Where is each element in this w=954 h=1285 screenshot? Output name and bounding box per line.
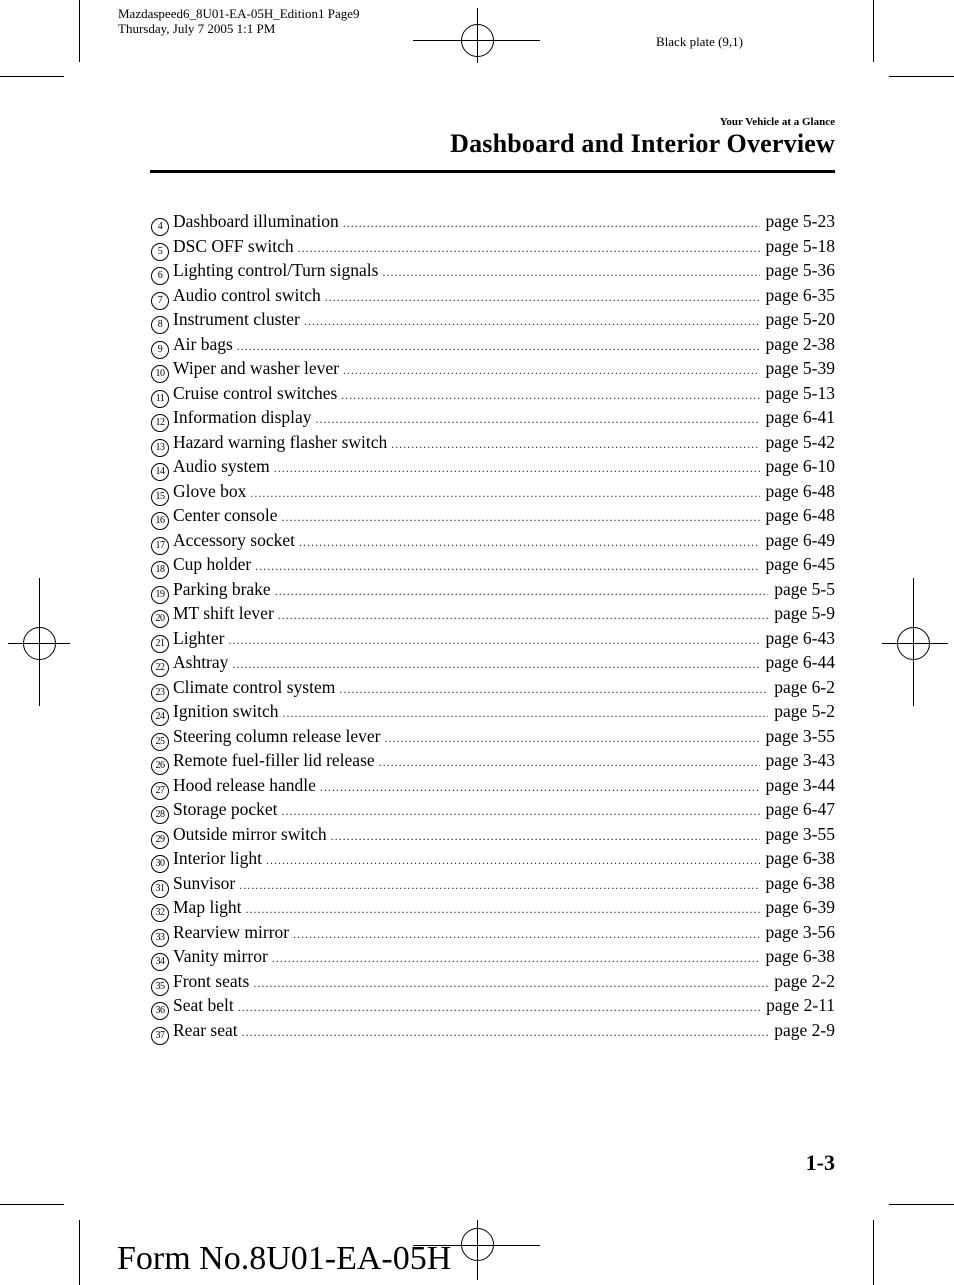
item-number-badge: 19 (151, 586, 169, 604)
toc-item-label: Rearview mirror (173, 921, 290, 942)
dot-leader (382, 260, 759, 285)
toc-item (151, 503, 835, 528)
toc-item-page: page 2-11 (766, 995, 835, 1015)
toc-item-page: page 6-35 (765, 284, 835, 305)
toc-item (151, 650, 835, 675)
item-number-badge: 4 (151, 218, 169, 236)
toc-item-page: page 5-20 (765, 309, 835, 329)
toc-item (151, 356, 835, 381)
item-number-badge: 13 (151, 439, 169, 457)
toc-item-page: page 6-38 (765, 872, 835, 893)
item-number-badge: 26 (151, 757, 169, 775)
dot-leader (282, 701, 768, 726)
dot-leader (242, 1020, 769, 1045)
toc-item (151, 430, 835, 455)
item-number-badge: 14 (151, 463, 169, 481)
item-number-badge: 22 (151, 659, 169, 677)
toc-item (151, 846, 835, 871)
toc-item-label: Seat belt (173, 995, 234, 1015)
toc-item (151, 822, 835, 847)
dot-leader (341, 383, 759, 408)
dot-leader (272, 946, 760, 971)
toc-item-label: DSC OFF switch (173, 235, 294, 256)
toc-item-label: Hazard warning flasher switch (173, 431, 388, 452)
item-number-badge: 23 (151, 684, 169, 702)
toc-item-label: Glove box (173, 480, 247, 501)
item-number-badge: 20 (151, 610, 169, 628)
toc-item-page: page 3-55 (765, 725, 835, 746)
toc-item (151, 258, 835, 283)
toc-item-label: Lighting control/Turn signals (173, 260, 379, 280)
toc-item-label: Sunvisor (173, 872, 236, 893)
dot-leader (331, 824, 760, 849)
toc-item-page: page 3-55 (765, 823, 835, 844)
item-number-badge: 11 (151, 390, 169, 408)
toc-item (151, 871, 835, 896)
toc-item (151, 577, 835, 602)
toc-item (151, 405, 835, 430)
toc-item (151, 381, 835, 406)
item-number-badge: 24 (151, 708, 169, 726)
toc-item (151, 773, 835, 798)
toc-item-page: page 5-18 (765, 235, 835, 256)
item-number-badge: 8 (151, 316, 169, 334)
toc-item-page: page 6-44 (765, 652, 835, 672)
toc-item-page: page 6-48 (765, 480, 835, 501)
dot-leader (343, 358, 760, 383)
toc-item (151, 234, 835, 259)
toc-item-page: page 6-38 (765, 848, 835, 868)
toc-item-page: page 2-38 (765, 333, 835, 354)
item-number-badge: 29 (151, 831, 169, 849)
toc-item-page: page 5-9 (774, 603, 835, 623)
toc-item (151, 748, 835, 773)
toc-item-label: Audio system (173, 456, 270, 476)
toc-item-page: page 6-47 (765, 799, 835, 819)
item-number-badge: 5 (151, 243, 169, 261)
dot-leader (339, 677, 768, 702)
toc-item-label: Outside mirror switch (173, 823, 327, 844)
toc-item-label: Parking brake (173, 578, 271, 599)
toc-item-label: Hood release handle (173, 774, 316, 795)
item-number-badge: 35 (151, 978, 169, 996)
dot-leader (237, 334, 760, 359)
dot-leader (293, 922, 759, 947)
form-number: Form No.8U01-EA-05H (117, 1240, 452, 1277)
toc-item-label: Audio control switch (173, 284, 321, 305)
toc-item (151, 307, 835, 332)
item-number-badge: 9 (151, 341, 169, 359)
toc-item-label: Rear seat (173, 1019, 238, 1040)
toc-item (151, 724, 835, 749)
toc-item (151, 528, 835, 553)
toc-item-label: Wiper and washer lever (173, 358, 339, 378)
dot-leader (281, 505, 759, 530)
toc-item-label: Accessory socket (173, 529, 295, 550)
toc-item-label: Ashtray (173, 652, 229, 672)
toc-item (151, 993, 835, 1018)
item-number-badge: 7 (151, 292, 169, 310)
page-number: 1-3 (805, 1150, 835, 1175)
toc-item (151, 944, 835, 969)
toc-list (151, 209, 835, 1042)
dot-leader (298, 236, 760, 261)
toc-item-page: page 5-2 (774, 701, 835, 721)
dot-leader (379, 750, 760, 775)
item-number-badge: 17 (151, 537, 169, 555)
dot-leader (281, 799, 759, 824)
item-number-badge: 21 (151, 635, 169, 653)
toc-item (151, 675, 835, 700)
toc-item-label: Storage pocket (173, 799, 278, 819)
toc-item (151, 209, 835, 234)
dot-leader (255, 554, 759, 579)
title-rule (150, 170, 835, 173)
toc-item-page: page 3-43 (765, 750, 835, 770)
toc-item-label: Lighter (173, 627, 225, 648)
dot-leader (239, 873, 759, 898)
toc-item-page: page 5-42 (765, 431, 835, 452)
toc-item-page: page 5-39 (765, 358, 835, 378)
toc-item-page: page 3-56 (765, 921, 835, 942)
toc-item (151, 699, 835, 724)
toc-item-page: page 5-13 (765, 382, 835, 403)
toc-item-label: Cup holder (173, 554, 252, 574)
dot-leader (299, 530, 760, 555)
toc-item-label: Ignition switch (173, 701, 279, 721)
toc-item (151, 626, 835, 651)
item-number-badge: 18 (151, 561, 169, 579)
item-number-badge: 27 (151, 782, 169, 800)
dot-leader (253, 971, 768, 996)
toc-item (151, 479, 835, 504)
dot-leader (246, 897, 760, 922)
toc-item-page: page 6-43 (765, 627, 835, 648)
dot-leader (391, 432, 759, 457)
toc-item-page: page 6-2 (774, 676, 835, 697)
print-meta-date: Thursday, July 7 2005 1:1 PM (118, 21, 276, 36)
item-number-badge: 10 (151, 365, 169, 383)
toc-item (151, 1018, 835, 1043)
toc-item-label: Air bags (173, 333, 233, 354)
toc-item-label: Climate control system (173, 676, 336, 697)
toc-item (151, 332, 835, 357)
toc-item-label: Center console (173, 505, 278, 525)
toc-item-label: Remote fuel-filler lid release (173, 750, 375, 770)
toc-item-page: page 6-49 (765, 529, 835, 550)
item-number-badge: 37 (151, 1027, 169, 1045)
dot-leader (266, 848, 760, 873)
toc-item-label: Instrument cluster (173, 309, 300, 329)
item-number-badge: 34 (151, 953, 169, 971)
dot-leader (343, 211, 760, 236)
dot-leader (238, 995, 760, 1020)
toc-item-page: page 6-48 (765, 505, 835, 525)
dot-leader (316, 407, 760, 432)
item-number-badge: 28 (151, 806, 169, 824)
print-metadata (118, 6, 360, 36)
dot-leader (250, 481, 759, 506)
dot-leader (320, 775, 760, 800)
toc-item (151, 454, 835, 479)
item-number-badge: 15 (151, 488, 169, 506)
plate-label: Black plate (9,1) (656, 34, 743, 49)
dot-leader (325, 285, 760, 310)
toc-item-page: page 5-36 (765, 260, 835, 280)
dot-leader (229, 628, 760, 653)
toc-item (151, 552, 835, 577)
item-number-badge: 36 (151, 1002, 169, 1020)
section-label: Your Vehicle at a Glance (719, 116, 835, 128)
toc-item-label: Information display (173, 407, 312, 427)
dot-leader (304, 309, 760, 334)
item-number-badge: 32 (151, 904, 169, 922)
item-number-badge: 12 (151, 414, 169, 432)
toc-item-page: page 2-2 (774, 970, 835, 991)
toc-item-label: Cruise control switches (173, 382, 338, 403)
toc-item-label: Interior light (173, 848, 262, 868)
toc-item (151, 601, 835, 626)
dot-leader (275, 579, 769, 604)
toc-item (151, 797, 835, 822)
toc-item-label: Vanity mirror (173, 946, 268, 966)
dot-leader (278, 603, 768, 628)
dot-leader (232, 652, 759, 677)
toc-item (151, 920, 835, 945)
print-meta-file: Mazdaspeed6_8U01-EA-05H_Edition1 Page9 (118, 6, 360, 21)
dot-leader (384, 726, 759, 751)
toc-item (151, 283, 835, 308)
toc-item-label: MT shift lever (173, 603, 274, 623)
dot-leader (274, 456, 760, 481)
item-number-badge: 30 (151, 855, 169, 873)
toc-item-page: page 6-10 (765, 456, 835, 476)
toc-item-page: page 6-41 (765, 407, 835, 427)
item-number-badge: 16 (151, 512, 169, 530)
toc-item-page: page 5-23 (765, 211, 835, 231)
toc-item (151, 969, 835, 994)
item-number-badge: 31 (151, 880, 169, 898)
toc-item-label: Map light (173, 897, 242, 917)
toc-item-page: page 2-9 (774, 1019, 835, 1040)
toc-item-page: page 6-39 (765, 897, 835, 917)
toc-item-page: page 3-44 (765, 774, 835, 795)
toc-item-page: page 6-38 (765, 946, 835, 966)
item-number-badge: 33 (151, 929, 169, 947)
toc-item-label: Dashboard illumination (173, 211, 339, 231)
item-number-badge: 25 (151, 733, 169, 751)
toc-item-page: page 6-45 (765, 554, 835, 574)
toc-item (151, 895, 835, 920)
toc-item-page: page 5-5 (774, 578, 835, 599)
item-number-badge: 6 (151, 267, 169, 285)
toc-item-label: Front seats (173, 970, 250, 991)
toc-item-label: Steering column release lever (173, 725, 381, 746)
page-title: Dashboard and Interior Overview (450, 129, 835, 158)
